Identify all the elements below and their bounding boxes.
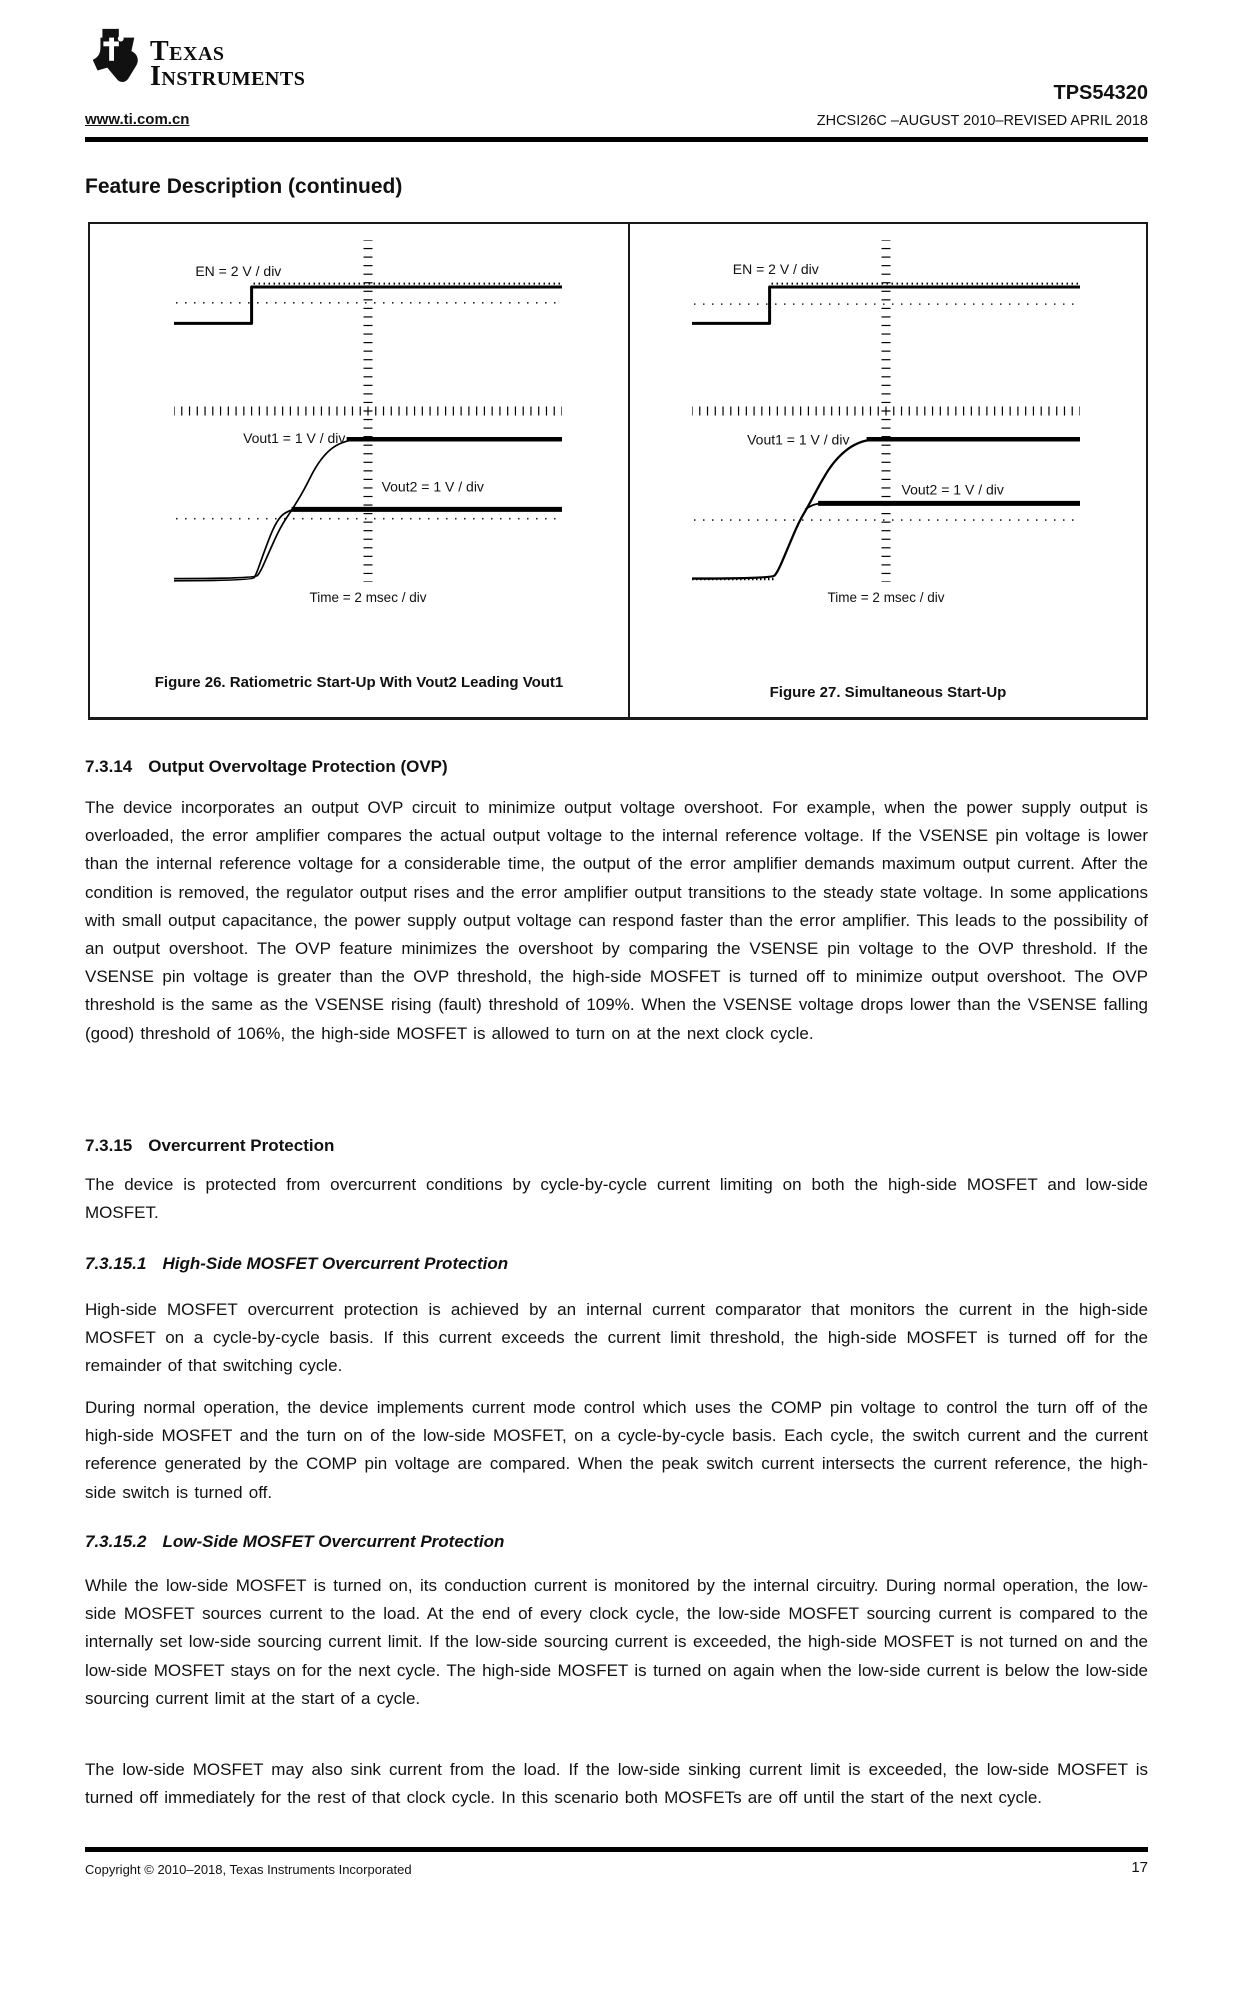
section-name: Output Overvoltage Protection (OVP) (148, 757, 448, 776)
section-number: 7.3.15.1 (85, 1254, 147, 1273)
header-rule (85, 137, 1148, 142)
page-title: Feature Description (continued) (85, 175, 403, 198)
ti-wordmark-instruments: Instruments (150, 61, 306, 92)
section-number: 7.3.14 (85, 757, 133, 776)
vout1-label: Vout1 = 1 V / div (243, 430, 346, 447)
paragraph-overcurrent: The device is protected from overcurrent conditions by cycle-by-cycle current limiting on both the high-side MOSFET and low-side MOSFET. (85, 1175, 1148, 1223)
section-name: Overcurrent Protection (148, 1136, 335, 1155)
doc-revision-code: ZHCSI26C –AUGUST 2010–REVISED APRIL 2018 (816, 113, 1148, 129)
scope-plot-figure-27 (692, 240, 1080, 582)
vout2-label: Vout2 = 1 V / div (901, 481, 1004, 498)
scope-plot-figure-26 (174, 240, 562, 582)
figure-box (88, 222, 1148, 720)
paragraph-ovp: The device incorporates an output OVP circuit to minimize output voltage overshoot. For example, when the power supply output is overloaded, the error amplifier compares the actual output voltage to the internal reference voltage. If the VSENSE pin voltage is lower than the internal reference voltage for a considerable time, the output of the error amplifier demands maximum output current. After the condition is removed, the regulator output rises and the error amplifier output transitions to the steady state voltage. In some applications with small output capacitance, the power supply output voltage can respond faster than the error amplifier. This leads to the possibility of an output overshoot. The OVP feature minimizes the overshoot by comparing the VSENSE pin voltage to the OVP threshold. If the VSENSE pin voltage is greater than the OVP threshold, the high-side MOSFET is turned off to minimize output overshoot. The OVP threshold is the same as the VSENSE rising (fault) threshold of 109%. When the VSENSE voltage drops lower than the VSENSE falling (good) threshold of 106%, the high-side MOSFET is allowed to turn on at the next clock cycle. (85, 798, 1148, 1043)
website-link[interactable]: www.ti.com.cn (85, 111, 190, 128)
vout1-label: Vout1 = 1 V / div (747, 431, 850, 448)
section-heading-7-3-15-2 (85, 1532, 1148, 1552)
paragraph-low-side-1: While the low-side MOSFET is turned on, its conduction current is monitored by the internal circuitry. During normal operation, the low-side MOSFET sources current to the load. At the end of every clock cycle, the low-side MOSFET sourcing current is compared to the internally set low-side sourcing current limit. If the low-side sourcing current is exceeded, the high-side MOSFET is not turned on and the low-side MOSFET stays on for the next cycle. The high-side MOSFET is turned on again when the low-side current is below the low-side sourcing current limit at the start of a cycle. (85, 1576, 1148, 1708)
copyright-notice: Copyright © 2010–2018, Texas Instruments Incorporated (85, 1862, 412, 1877)
section-number: 7.3.15.2 (85, 1532, 147, 1551)
en-label: EN = 2 V / div (195, 262, 282, 279)
part-number: TPS54320 (1053, 82, 1148, 104)
figure-26-caption: Figure 26. Ratiometric Start-Up With Vout2 Leading Vout1 (154, 674, 564, 691)
time-axis-label: Time = 2 msec / div (827, 590, 945, 605)
paragraph-high-side-2: During normal operation, the device implements current mode control which uses the COMP pin voltage to control the turn off of the high-side MOSFET and the turn on of the low-side MOSFET, on a cycle-by-cycle basis. Each cycle, the switch current and the current reference generated by the COMP pin voltage are compared. When the peak switch current intersects the current reference, the high-side switch is turned off. (85, 1398, 1148, 1502)
section-name: High-Side MOSFET Overcurrent Protection (162, 1254, 509, 1273)
paragraph-low-side-2: The low-side MOSFET may also sink current from the load. If the low-side sinking current limit is exceeded, the low-side MOSFET is turned off immediately for the rest of that clock cycle. In this scenario both MOSFETs are off until the start of the next cycle. (85, 1760, 1148, 1808)
page-number: 17 (1131, 1859, 1148, 1876)
ti-wordmark-texas: Texas (150, 36, 225, 67)
figure-27-panel (630, 224, 1146, 717)
figure-26-panel (90, 224, 628, 717)
section-name: Low-Side MOSFET Overcurrent Protection (162, 1532, 505, 1551)
en-label: EN = 2 V / div (732, 261, 819, 278)
section-number: 7.3.15 (85, 1136, 133, 1155)
ti-wordmark (150, 38, 305, 91)
footer-rule (85, 1847, 1148, 1852)
section-heading-7-3-15 (85, 1136, 1148, 1156)
vout2-label: Vout2 = 1 V / div (381, 478, 484, 495)
ti-logo-icon (85, 26, 143, 84)
paragraph-high-side-1: High-side MOSFET overcurrent protection is achieved by an internal current comparator that monitors the current in the high-side MOSFET on a cycle-by-cycle basis. If this current exceeds the current limit threshold, the high-side MOSFET is turned off for the remainder of that switching cycle. (85, 1300, 1148, 1376)
section-heading-7-3-15-1 (85, 1254, 1148, 1274)
time-axis-label: Time = 2 msec / div (309, 590, 427, 605)
figure-27-caption: Figure 27. Simultaneous Start-Up (769, 684, 1007, 701)
section-heading-7-3-14 (85, 757, 1148, 777)
